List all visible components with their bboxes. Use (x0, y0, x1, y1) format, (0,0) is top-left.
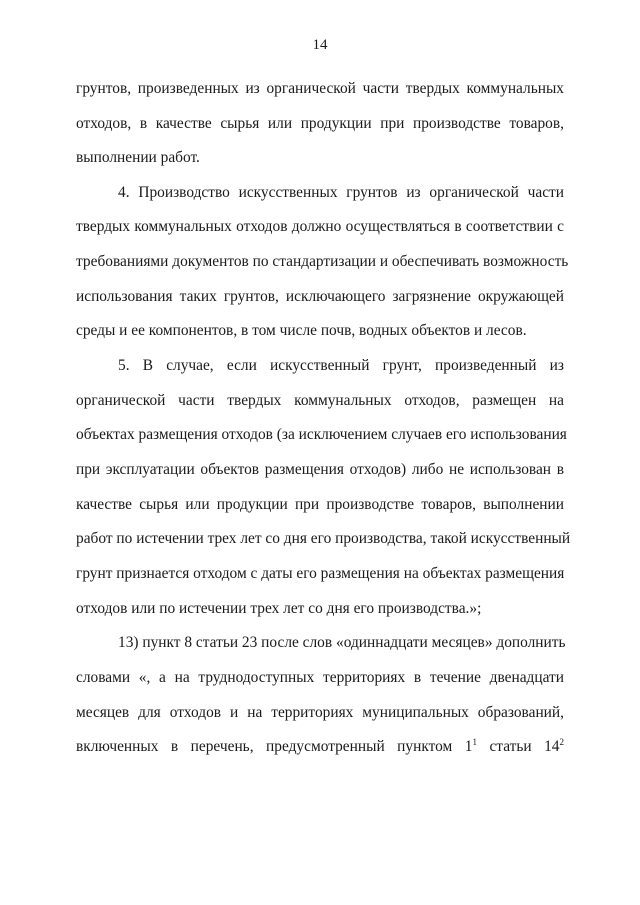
paragraph-start-line: 5. В случае, если искусственный грунт, произведенный из (118, 357, 564, 374)
text-line: грунтов, произведенных из органической части твердых коммунальных (76, 80, 564, 97)
text-line: объектах размещения отходов (за исключением случаев его использования (76, 426, 567, 443)
text-fragment: статьи 14 (476, 738, 560, 755)
text-line: работ по истечении трех лет со дня его производства, такой искусственный (76, 530, 571, 547)
text-line: словами «, а на труднодоступных территориях в течение двенадцати (76, 669, 564, 686)
text-line: выполнении работ. (76, 149, 200, 166)
text-fragment: включенных в перечень, предусмотренный пунктом 1 (76, 738, 473, 755)
paragraph-start-line: 13) пункт 8 статьи 23 после слов «одиннадцати месяцев» дополнить (118, 634, 566, 651)
page-number: 14 (312, 37, 328, 53)
text-line: требованиями документов по стандартизации и обеспечивать возможность (76, 253, 569, 270)
text-line: месяцев для отходов и на территориях муниципальных образований, (76, 704, 564, 721)
superscript: 2 (559, 736, 564, 747)
text-line: при эксплуатации объектов размещения отходов) либо не использован в (76, 461, 564, 478)
text-line: органической части твердых коммунальных отходов, размещен на (76, 392, 564, 409)
text-line: качестве сырья или продукции при производстве товаров, выполнении (76, 496, 564, 513)
text-line: грунт признается отходом с даты его размещения на объектах размещения (76, 565, 565, 582)
text-line: твердых коммунальных отходов должно осуществляться в соответствии с (76, 218, 564, 235)
paragraph-start-line: 4. Производство искусственных грунтов из органической части (118, 184, 564, 201)
text-line-with-superscripts (76, 737, 564, 757)
text-line: среды и ее компонентов, в том числе почв, водных объектов и лесов. (76, 322, 527, 339)
text-line: отходов, в качестве сырья или продукции при производстве товаров, (76, 115, 564, 132)
text-line: отходов или по истечении трех лет со дня его производства.»; (76, 600, 482, 617)
superscript: 1 (472, 736, 477, 747)
text-line: использования таких грунтов, исключающего загрязнение окружающей (76, 288, 564, 305)
